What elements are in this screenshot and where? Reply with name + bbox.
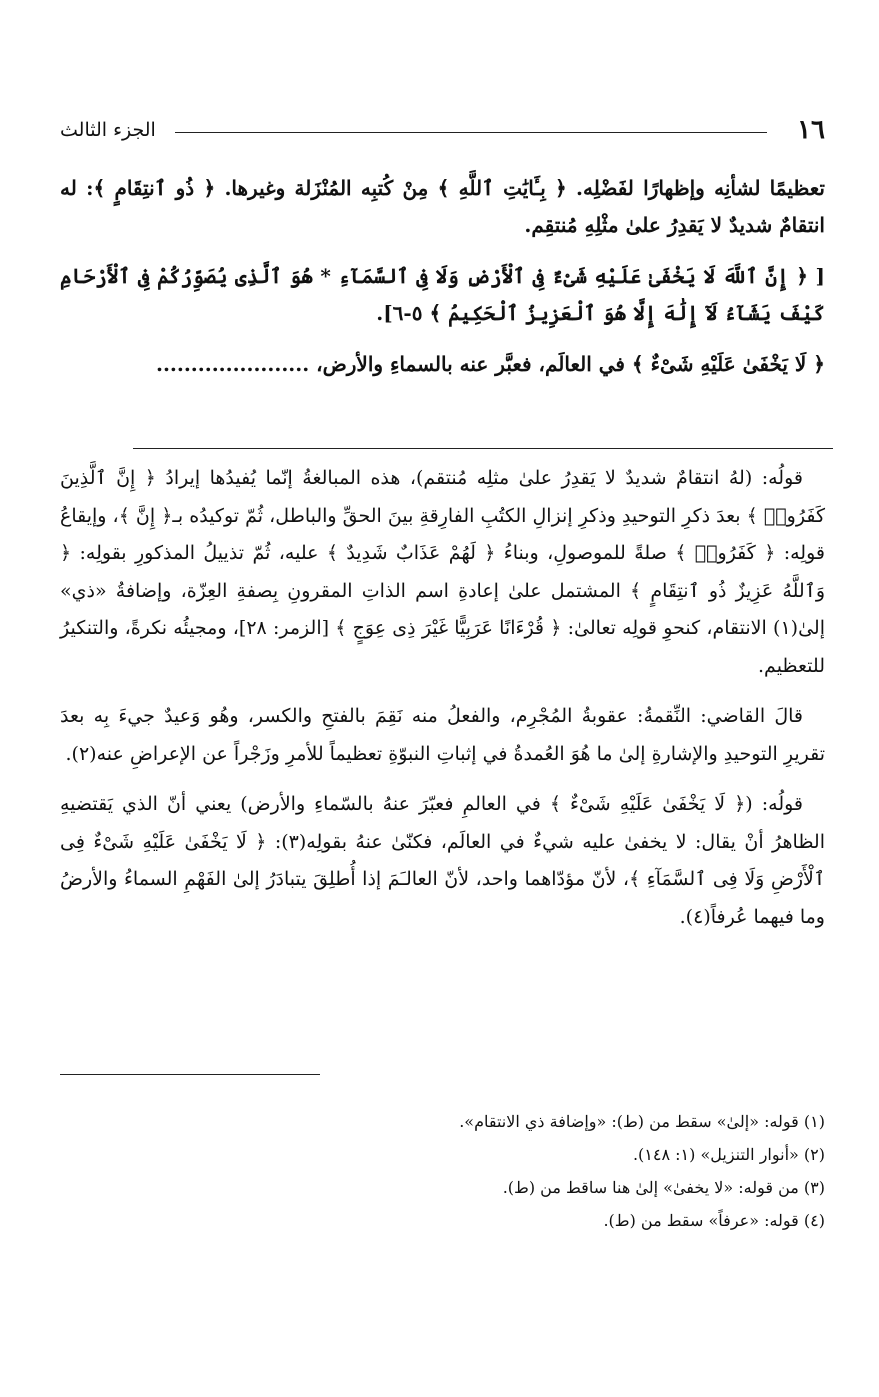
main-text-paragraph-1: تعظيمًا لشأنِه وإظهارًا لفَضْلِه. ﴿ بِـَٔايَٰتِ ٱللَّهِ ﴾ مِنْ كُتبِه المُنْزَلة وغيرها. ﴿ ذُو ٱنتِقَامٍ ﴾: له انتقامٌ شديدٌ لا يَقدِرُ علىٰ مثْلِهِ مُنتقِم. xyxy=(60,176,825,237)
footnote-2: (٢) «أنوار التنزيل» (١: ١٤٨). xyxy=(632,1145,825,1164)
main-text-paragraph-2: [ ﴿ إِنَّ ٱللَّهَ لَا يَخْفَىٰ عَلَيْهِ شَىْءٌ فِى ٱلْأَرْضِ وَلَا فِى ٱلسَّمَآءِ * هُوَ ٱلَّذِى يُصَوِّرُكُمْ فِى ٱلْأَرْحَامِ كَيْفَ يَشَآءُ لَآ إِلَٰهَ إِلَّا هُوَ ٱلْعَزِيزُ ٱلْحَكِيمُ ﴾ ٥-٦]. xyxy=(60,264,825,325)
footnote-3: (٣) من قوله: «لا يخفىٰ» إلىٰ هنا ساقط من (ط). xyxy=(502,1178,825,1197)
commentary xyxy=(60,460,825,949)
commentary-paragraph-1: قولُه: (لهُ انتقامٌ شديدٌ لا يَقدِرُ علىٰ مثلِه مُنتقم)، هذه المبالغةُ إنّما يُفيدُها إيرادُ ﴿ إِنَّ ٱلَّذِينَ كَفَرُوا۟ ﴾ بعدَ ذكرِ التوحيدِ وذكرِ إنزالِ الكتُبِ الفارِقةِ بينَ الحقِّ والباطل، ثُمّ توكيدُه بـ﴿ إِنَّ ﴾، وإيقاعُ قولِه: ﴿ كَفَرُوا۟ ﴾ صلةً للموصولِ، وبناءُ ﴿ لَهُمْ عَذَابٌ شَدِيدٌ ﴾ عليه، ثُمّ تذييلُ المذكورِ بقولِه: ﴿ وَٱللَّهُ عَزِيزٌ ذُو ٱنتِقَامٍ ﴾ المشتمل علىٰ إعادةِ اسم الذاتِ المقرونِ بِصفةِ العِزّة، وإضافةُ «ذي» إلىٰ(١) الانتقام، كنحوِ قولِه تعالىٰ: ﴿ قُرْءَانًا عَرَبِيًّا غَيْرَ ذِى عِوَجٍ ﴾ [الزمر: ٢٨]، ومجيئُه نكرةً، والتنكيرُ للتعظيم. xyxy=(60,467,825,677)
header-rule xyxy=(175,132,767,133)
page-header xyxy=(60,110,825,150)
commentary-paragraph-2: قالَ القاضي: النِّقمةُ: عقوبةُ المُجْرِم، والفعلُ منه نَقِمَ بالفتحِ والكسر، وهُو وَعيدٌ جيءَ بِه بعدَ تقريرِ التوحيدِ والإشارةِ إلىٰ ما هُوَ العُمدةُ في إثباتِ النبوّةِ تعظيماً للأمرِ وزَجْراً عن الإعراضِ عنه(٢). xyxy=(60,705,825,765)
page-number: ١٦ xyxy=(797,115,825,145)
footnote-divider xyxy=(60,1074,320,1075)
book-page xyxy=(60,110,825,1380)
commentary-paragraph-3: قولُه: (﴿ لَا يَخْفَىٰ عَلَيْهِ شَىْءٌ ﴾ في العالمِ فعبّرَ عنهُ بالسّماءِ والأرض) يعني أنّ الذي يَقتضيهِ الظاهرُ أنْ يقال: لا يخفىٰ عليه شيءٌ في العالَم، فكنّىٰ عنهُ بقولِه(٣): ﴿ لَا يَخْفَىٰ عَلَيْهِ شَىْءٌ فِى ٱلْأَرْضِ وَلَا فِى ٱلسَّمَآءِ ﴾، لأنّ مؤدّاهما واحد، لأنّ العالـَمَ إذا أُطلِقَ يتبادَرُ إلىٰ الفَهْمِ السماءُ والأرضُ وما فيهما عُرفاً(٤). xyxy=(60,793,825,928)
text-commentary-divider xyxy=(133,448,833,449)
footnote-4: (٤) قوله: «عرفاً» سقط من (ط). xyxy=(603,1211,825,1230)
main-text xyxy=(60,170,825,397)
running-head: الجزء الثالث xyxy=(60,119,156,141)
footnote-1: (١) قوله: «إلىٰ» سقط من (ط): «وإضافة ذي الانتقام». xyxy=(459,1112,825,1131)
main-text-paragraph-3: ﴿ لَا يَخْفَىٰ عَلَيْهِ شَىْءٌ ﴾ في العالَم، فعبَّر عنه بالسماءِ والأرض، ...................... xyxy=(155,352,825,376)
footnotes xyxy=(60,1105,825,1237)
